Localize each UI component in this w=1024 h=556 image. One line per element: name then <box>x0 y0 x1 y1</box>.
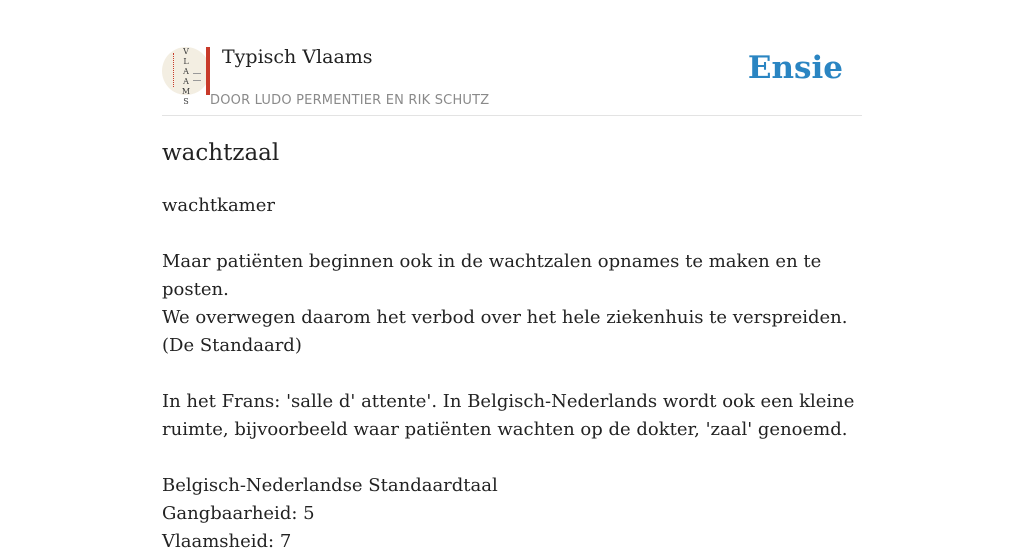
quote-line: We overwegen daarom het verbod over het hele ziekenhuis te verspreiden. <box>162 307 848 328</box>
entry-definition: wachtkamer <box>162 195 276 216</box>
site-header <box>162 0 862 116</box>
paragraph-gap <box>162 220 862 248</box>
ensie-logo-link[interactable]: Ensie <box>747 50 843 86</box>
avatar-letter: A <box>183 77 189 86</box>
avatar-accent <box>206 47 210 95</box>
meta-gangbaarheid: Gangbaarheid: 5 <box>162 503 315 524</box>
paragraph-gap <box>162 360 862 388</box>
avatar-letter: L <box>183 57 189 66</box>
avatar-letters <box>181 47 191 107</box>
entry-title: wachtzaal <box>162 140 280 166</box>
page-container <box>162 0 862 552</box>
author-avatar[interactable] <box>162 47 210 106</box>
quote-source: (De Standaard) <box>162 335 302 356</box>
avatar-letter: S <box>183 97 189 106</box>
meta-vlaamsheid: Vlaamsheid: 7 <box>162 531 292 552</box>
explanation-line: ruimte, bijvoorbeeld waar patiënten wachten op de dokter, 'zaal' genoemd. <box>162 419 848 440</box>
avatar-letter: V <box>183 47 189 56</box>
avatar-letter: M <box>181 87 191 96</box>
avatar-letter: A <box>183 67 189 76</box>
meta-category: Belgisch-Nederlandse Standaardtaal <box>162 475 498 496</box>
avatar-decoration <box>173 53 175 87</box>
explanation-line: In het Frans: 'salle d' attente'. In Belgisch-Nederlands wordt ook een kleine <box>162 391 855 412</box>
paragraph-gap <box>162 444 862 472</box>
entry-body <box>162 192 862 556</box>
quote-line: Maar patiënten beginnen ook in de wachtzalen opnames te maken en te posten. <box>162 251 822 300</box>
avatar-lines <box>193 73 201 81</box>
book-title-link[interactable]: Typisch Vlaams <box>222 46 373 68</box>
author-byline: DOOR LUDO PERMENTIER EN RIK SCHUTZ <box>210 93 490 108</box>
